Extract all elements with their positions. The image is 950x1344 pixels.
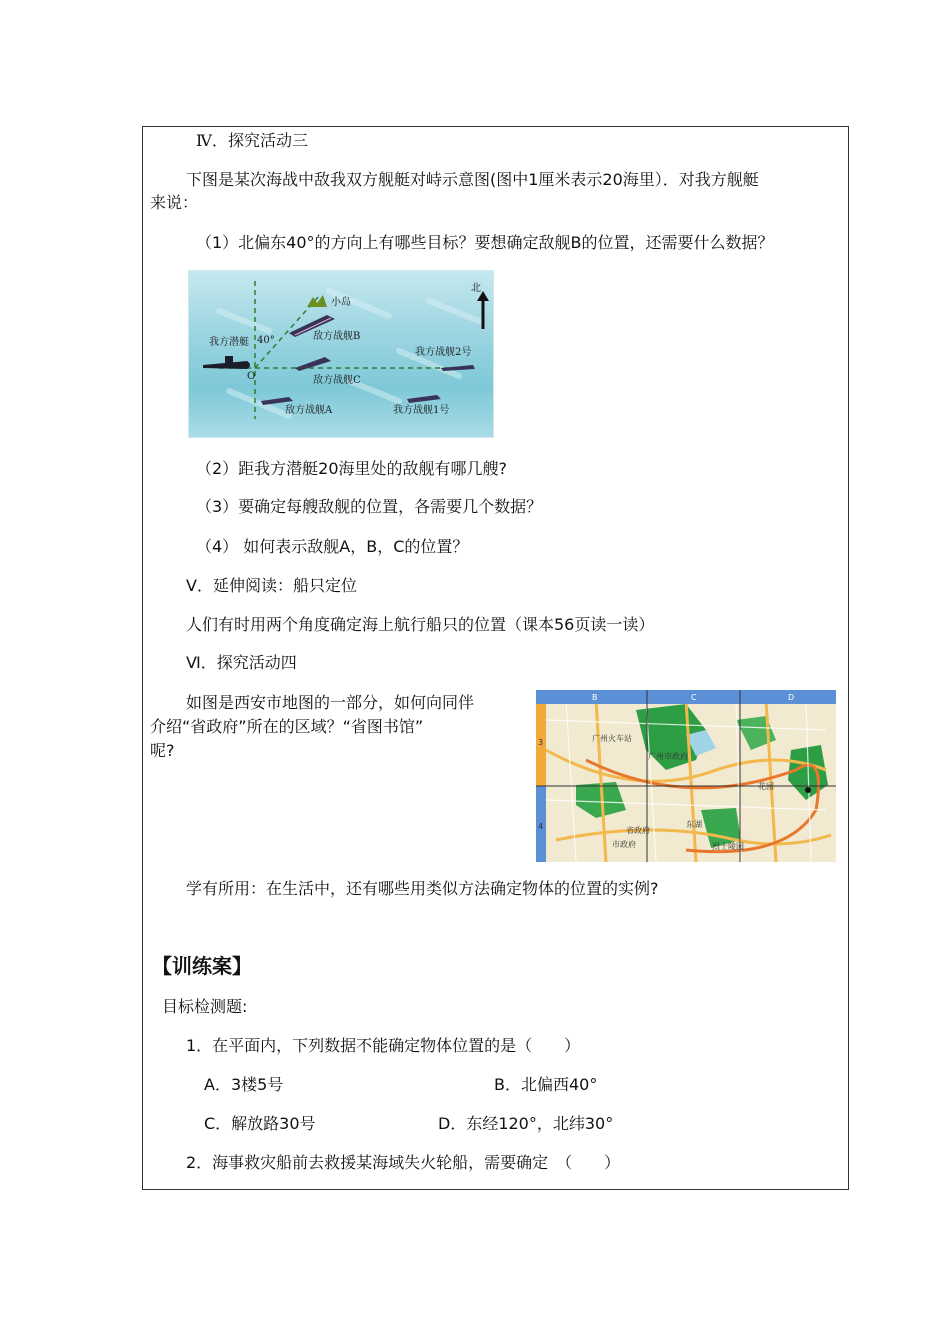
training-question-1: 1．在平面内，下列数据不能确定物体位置的是（ ）: [186, 1036, 581, 1055]
reading-text: 人们有时用两个角度确定海上航行船只的位置（课本56页读一读）: [186, 615, 655, 634]
enemy-ship-c-label: 敌方战舰C: [313, 375, 361, 386]
map-col-d: D: [788, 693, 795, 702]
map-drawing: [536, 690, 836, 862]
activity4-text-line3: 呢?: [150, 741, 175, 760]
training-q1-option-d: D．东经120°，北纬30°: [438, 1114, 614, 1133]
map-row-3: 3: [538, 738, 544, 747]
map-label-province-gov: 省政府: [626, 826, 650, 835]
map-label-municipal-gov: 市政府: [612, 840, 636, 849]
our-submarine-label: 我方潜艇: [209, 337, 249, 348]
activity3-intro-line2: 来说：: [150, 193, 199, 212]
map-row-4: 4: [538, 822, 544, 831]
activity3-question-2: （2）距我方潜艇20海里处的敌舰有哪几艘?: [196, 459, 508, 478]
training-q1-option-b: B．北偏西40°: [494, 1075, 598, 1094]
training-q1-option-a: A．3楼5号: [204, 1075, 284, 1094]
training-question-2: 2．海事救灾船前去救援某海域失火轮船，需要确定 （ ）: [186, 1153, 621, 1172]
activity4-text-line2: 介绍“省政府”所在的区域？“省图书馆”: [150, 717, 424, 736]
map-label-station: 广州火车站: [592, 734, 632, 743]
enemy-ship-a-label: 敌方战舰A: [285, 405, 333, 416]
city-grid-map: [536, 690, 836, 862]
activity3-question-1: （1）北偏东40°的方向上有哪些目标？要想确定敌舰B的位置，还需要什么数据？: [196, 233, 774, 252]
our-ship-2-label: 我方战舰2号: [415, 347, 472, 358]
activity4-apply: 学有所用：在生活中，还有哪些用类似方法确定物体的位置的实例?: [186, 879, 659, 898]
map-label-city-hall: 广州市政府: [648, 752, 688, 761]
reading-heading: Ⅴ．延伸阅读：船只定位: [186, 576, 357, 595]
origin-label: O: [247, 371, 256, 382]
our-ship-1-label: 我方战舰1号: [393, 405, 450, 416]
training-q1-option-c: C．解放路30号: [204, 1114, 316, 1133]
angle-label: 40°: [257, 335, 275, 346]
map-label-martyrs-cemetery: 烈士陵园: [712, 842, 744, 851]
north-label: 北: [471, 283, 481, 294]
naval-standoff-diagram: [188, 270, 494, 438]
activity4-text-line1: 如图是西安市地图的一部分，如何向同伴: [186, 693, 475, 712]
activity3-heading: Ⅳ．探究活动三: [196, 131, 308, 150]
map-label-garden: 花园: [758, 782, 774, 791]
map-col-c: C: [691, 693, 697, 702]
training-subtitle: 目标检测题:: [162, 997, 248, 1016]
activity3-question-4: （4） 如何表示敌舰A，B，C的位置？: [196, 537, 469, 556]
activity3-question-3: （3）要确定每艘敌舰的位置，各需要几个数据？: [196, 497, 543, 516]
map-label-east-lake: 东湖: [686, 820, 702, 829]
enemy-ship-b-label: 敌方战舰B: [313, 331, 361, 342]
island-label: 小岛: [331, 297, 351, 308]
training-title: 【训练案】: [152, 954, 252, 978]
activity3-intro-line1: 下图是某次海战中敌我双方舰艇对峙示意图(图中1厘米表示20海里）．对我方舰艇: [186, 170, 759, 189]
activity4-heading: Ⅵ．探究活动四: [186, 653, 297, 672]
map-col-b: B: [592, 693, 598, 702]
